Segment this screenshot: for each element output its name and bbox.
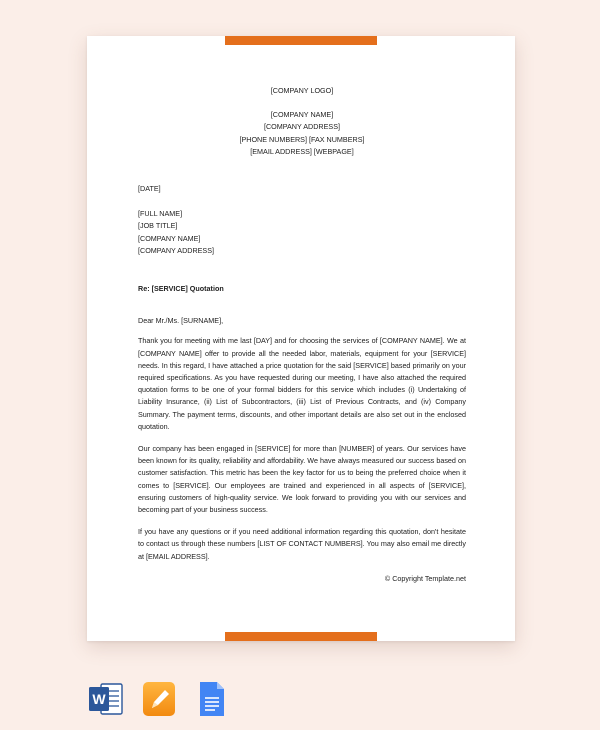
company-address: [COMPANY ADDRESS] (263, 122, 341, 132)
recipient-block (138, 208, 466, 257)
letter-body (138, 85, 466, 585)
subject-line: Re: [SERVICE] Quotation (138, 284, 224, 294)
document-page (87, 36, 515, 641)
paragraph-1: Thank you for meeting with me last [DAY] and for choosing the services of [COMPANY NAME]. We at [COMPANY NAME] offer to provide all the needed labor, materials, equipment for your [SERVICE] needs. In this regard, I have attached a price quotation for the said [SERVICE] based primarily on your required specifications. As you have requested during our meeting, I have also attached the required quotation forms to be one of your formal bidders for this service which includes (i) Undertaking of Liability Insurance, (ii) List of Subcontractors, (iii) List of Previous Contracts, and (iv) Company Summary. The payment terms, discounts, and other important details are also set out in the enclosed quotation. (138, 336, 466, 431)
recipient-job-title: [JOB TITLE] (138, 221, 178, 231)
recipient-company-name: [COMPANY NAME] (138, 233, 201, 243)
top-accent-bar (225, 36, 377, 45)
word-icon[interactable] (89, 681, 123, 717)
svg-text:W: W (92, 691, 106, 707)
letterhead (138, 85, 466, 158)
pages-icon[interactable] (142, 681, 176, 717)
recipient-full-name: [FULL NAME] (138, 209, 183, 219)
company-name: [COMPANY NAME] (270, 110, 334, 120)
bottom-accent-bar (225, 632, 377, 641)
paragraph-3: If you have any questions or if you need additional information regarding this quotation, don't hesitate to contact us through these numbers [LIST OF CONTACT NUMBERS]. You may also email me directly at [EMAIL ADDRESS]. (138, 527, 466, 561)
recipient-company-address: [COMPANY ADDRESS] (138, 245, 215, 255)
letter-date: [DATE] (138, 184, 161, 194)
paragraph-2: Our company has been engaged in [SERVICE] for more than [NUMBER] of years. Our services have been known for its quality, reliability and affordability. We have always measured our success based on customer satisfaction. This metric has been the key factor for us to being the preferred choice when it comes to [SERVICE]. Our employees are trained and experienced in all aspects of [SERVICE], ensuring customers of high-quality service. We look forward to providing you with our services and becoming part of your business success. (138, 444, 466, 515)
copyright: © Copyright Template.net (384, 573, 466, 583)
salutation: Dear Mr./Ms. [SURNAME], (138, 316, 224, 326)
phone-fax: [PHONE NUMBERS] [FAX NUMBERS] (239, 134, 365, 144)
google-docs-icon[interactable] (198, 681, 226, 717)
email-web: [EMAIL ADDRESS] [WEBPAGE] (250, 146, 354, 156)
company-logo-placeholder: [COMPANY LOGO] (270, 86, 334, 95)
